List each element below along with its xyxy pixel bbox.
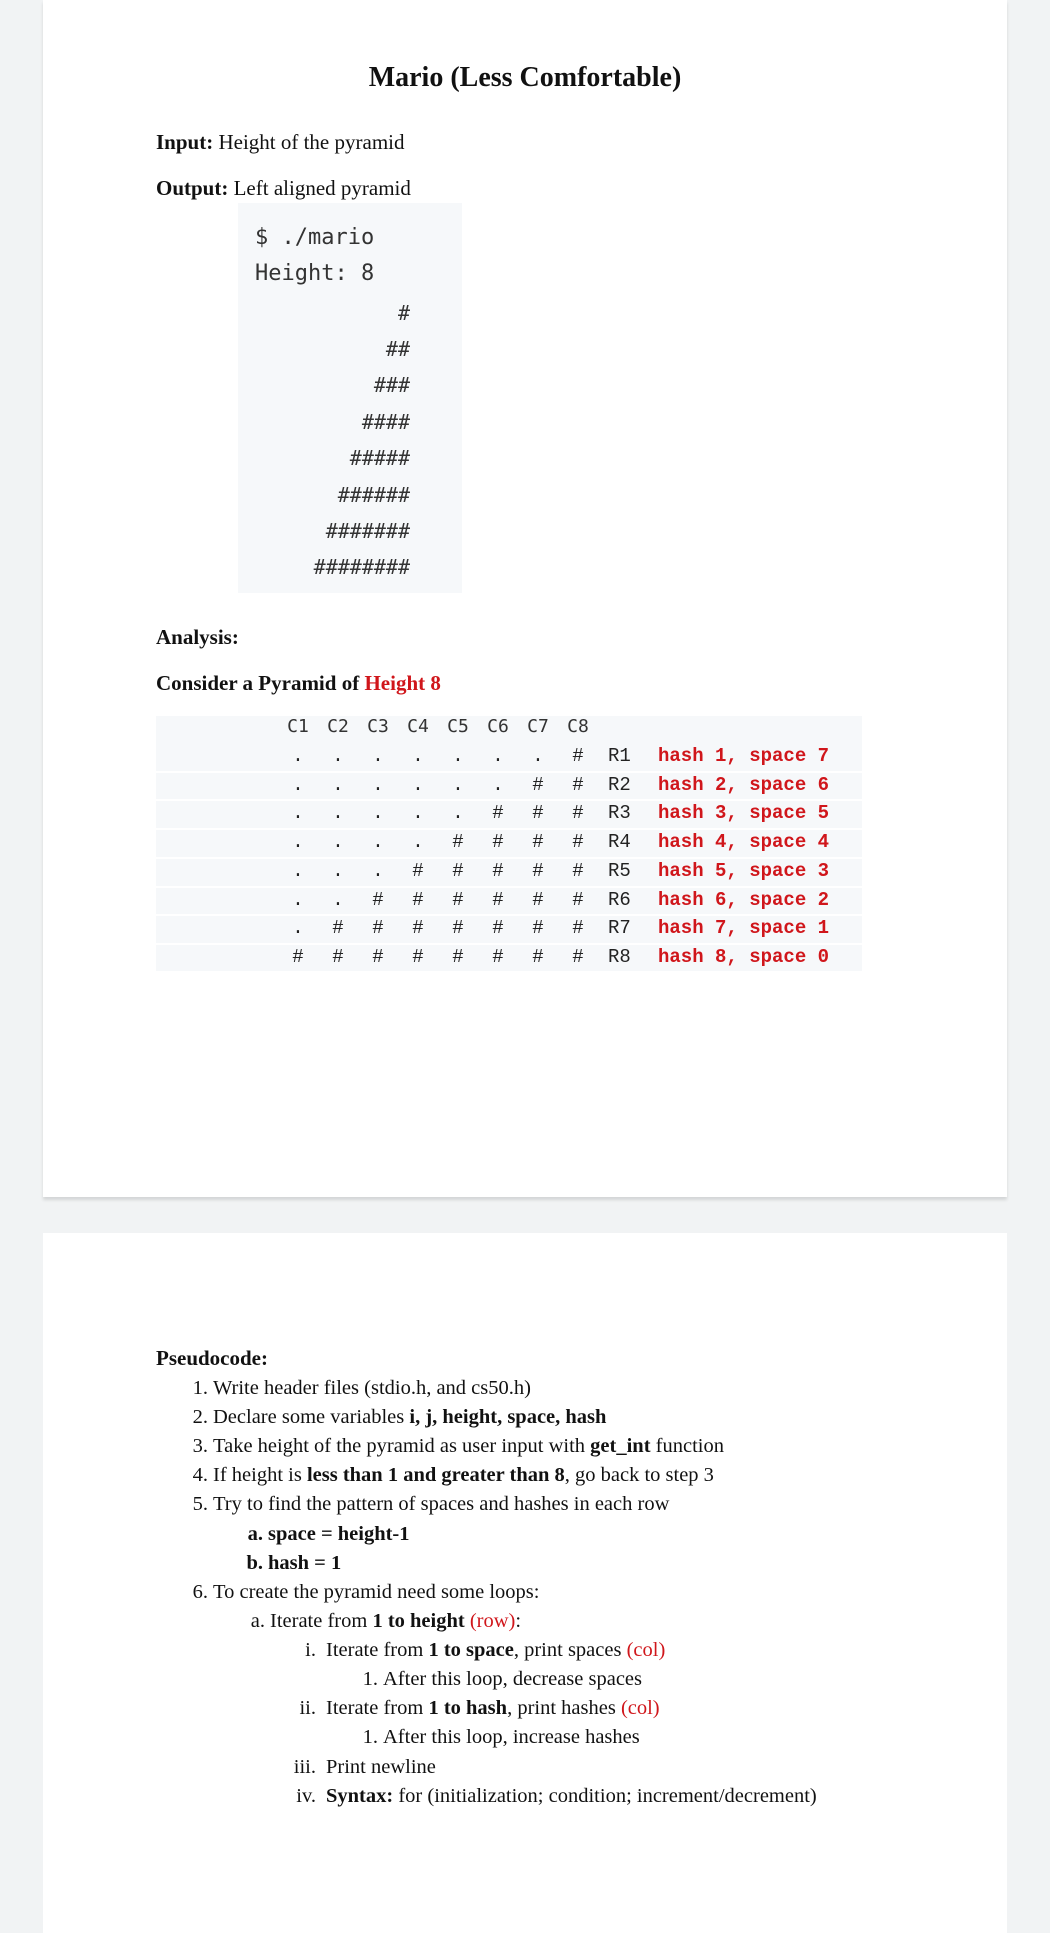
grid-row-divider [156, 914, 862, 916]
grid-row-note: hash 1, space 7 [658, 745, 830, 767]
grid-row-note: hash 5, space 3 [658, 859, 830, 882]
list-item: b. hash = 1 [246, 1552, 342, 1574]
grid-cell: # [412, 888, 424, 911]
grid-cell: . [412, 802, 424, 825]
list-item: 2. Declare some variables i, j, height, space, hash [192, 1406, 607, 1428]
grid-cell: # [572, 745, 584, 767]
grid-row-note: hash 7, space 1 [658, 917, 830, 940]
grid-cell: # [492, 888, 504, 911]
grid-cell: . [292, 773, 304, 796]
grid-cell: # [532, 831, 544, 854]
list-item: 4. If height is less than 1 and greater than 8, go back to step 3 [192, 1464, 714, 1486]
grid-cell: . [332, 859, 344, 882]
grid-cell: . [372, 745, 384, 767]
grid-column-header: C7 [527, 716, 549, 737]
grid-cell: # [492, 945, 504, 968]
grid-row-divider [156, 886, 862, 888]
grid-cell: # [492, 831, 504, 854]
grid-cell: # [492, 917, 504, 940]
input-text: Height of the pyramid [218, 130, 405, 154]
grid-cell: # [532, 859, 544, 882]
grid-cell: . [292, 859, 304, 882]
grid-cell: . [292, 802, 304, 825]
output-text: Left aligned pyramid [233, 176, 411, 200]
pyramid-row: ##### [349, 446, 410, 470]
output-label: Output: [156, 176, 229, 200]
output-line [156, 176, 411, 201]
grid-column-header: C2 [327, 716, 349, 737]
list-item: 1. Write header files (stdio.h, and cs50.h) [192, 1377, 531, 1399]
list-item: 1. After this loop, increase hashes [362, 1726, 640, 1748]
pyramid-row: ## [385, 337, 410, 361]
grid-cell: . [292, 917, 304, 940]
grid-cell: # [572, 773, 584, 796]
grid-cell: # [492, 802, 504, 825]
consider-highlight: Height 8 [364, 671, 441, 695]
terminal-command: $ ./mario [255, 225, 375, 250]
grid-cell: # [412, 945, 424, 968]
grid-cell: . [332, 888, 344, 911]
grid-cell: # [532, 945, 544, 968]
grid-cell: . [332, 831, 344, 854]
grid-cell: # [452, 831, 464, 854]
grid-cell: # [572, 831, 584, 854]
grid-cell: . [452, 802, 464, 825]
pyramid-row: # [397, 301, 410, 325]
grid-column-header: C1 [287, 716, 309, 737]
list-item: 1. After this loop, decrease spaces [362, 1668, 642, 1690]
grid-cell: . [372, 802, 384, 825]
grid-cell: . [332, 745, 344, 767]
grid-cell: . [372, 859, 384, 882]
grid-cell: # [452, 917, 464, 940]
grid-cell: # [532, 802, 544, 825]
grid-row-label: R5 [608, 859, 631, 882]
grid-row-note: hash 6, space 2 [658, 888, 830, 911]
grid-cell: . [292, 888, 304, 911]
grid-cell: . [372, 831, 384, 854]
grid-cell: # [372, 888, 384, 911]
grid-row-label: R6 [608, 888, 631, 911]
grid-row-label: R1 [608, 745, 631, 767]
grid-cell: # [572, 945, 584, 968]
grid-cell: # [452, 859, 464, 882]
grid-cell: # [412, 859, 424, 882]
grid-cell: # [572, 888, 584, 911]
grid-row-note: hash 3, space 5 [658, 802, 830, 825]
grid-column-header: C8 [567, 716, 589, 737]
grid-row-label: R2 [608, 773, 631, 796]
grid-cell: # [532, 917, 544, 940]
grid-column-header: C6 [487, 716, 509, 737]
pyramid-row: #### [361, 410, 410, 434]
document-page-1 [43, 0, 1007, 1197]
document-page-2 [43, 1233, 1007, 1933]
grid-cell: # [332, 945, 344, 968]
grid-row-note: hash 4, space 4 [658, 831, 830, 854]
page-title: Mario (Less Comfortable) [368, 62, 682, 93]
grid-column-header: C5 [447, 716, 469, 737]
list-item: ii. Iterate from 1 to hash, print hashes (col) [299, 1697, 660, 1719]
grid-cell: # [292, 945, 304, 968]
grid-cell: . [292, 831, 304, 854]
consider-heading [156, 671, 441, 696]
grid-cell: # [532, 888, 544, 911]
grid-cell: . [412, 773, 424, 796]
list-item: 6. To create the pyramid need some loops: [192, 1581, 540, 1603]
list-item: 3. Take height of the pyramid as user input with get_int function [192, 1435, 724, 1457]
grid-cell: . [412, 745, 424, 767]
list-item: iv. Syntax: for (initialization; condition; increment/decrement) [296, 1785, 817, 1807]
grid-column-header: C3 [367, 716, 389, 737]
grid-cell: # [452, 945, 464, 968]
grid-row-note: hash 8, space 0 [658, 945, 830, 968]
grid-row-divider [156, 771, 862, 773]
grid-cell: # [532, 773, 544, 796]
pyramid-row: ### [373, 373, 410, 397]
grid-cell: # [412, 917, 424, 940]
grid-cell: . [332, 802, 344, 825]
grid-cell: # [572, 917, 584, 940]
grid-cell: # [492, 859, 504, 882]
terminal-prompt: Height: 8 [255, 261, 375, 286]
grid-row-label: R4 [608, 831, 631, 854]
list-item: iii. Print newline [293, 1756, 436, 1778]
pyramid-row: ####### [325, 519, 410, 543]
list-item: i. Iterate from 1 to space, print spaces (col) [305, 1639, 666, 1661]
grid-cell: # [452, 888, 464, 911]
grid-column-header: C4 [407, 716, 429, 737]
consider-prefix: Consider a Pyramid of [156, 671, 365, 695]
grid-cell: # [372, 945, 384, 968]
grid-row-note: hash 2, space 6 [658, 773, 830, 796]
grid-cell: # [372, 917, 384, 940]
list-item: a. Iterate from 1 to height (row): [250, 1610, 522, 1632]
grid-row-label: R8 [608, 945, 631, 968]
grid-cell: . [452, 773, 464, 796]
pyramid-row: ######## [313, 555, 410, 579]
grid-cell: . [492, 773, 504, 796]
grid-cell: . [292, 745, 304, 767]
grid-cell: # [332, 917, 344, 940]
pyramid-row: ###### [337, 483, 410, 507]
grid-cell: . [532, 745, 544, 767]
grid-row-divider [156, 943, 862, 945]
grid-cell: . [452, 745, 464, 767]
grid-cell: . [332, 773, 344, 796]
list-item: a. space = height-1 [247, 1523, 410, 1545]
grid-row-divider [156, 799, 862, 801]
input-label: Input: [156, 130, 214, 154]
input-line [156, 130, 405, 155]
grid-cell: . [372, 773, 384, 796]
analysis-heading: Analysis: [156, 625, 239, 649]
grid-cell: # [572, 802, 584, 825]
list-item: 5. Try to find the pattern of spaces and hashes in each row [192, 1493, 670, 1515]
grid-row-label: R3 [608, 802, 631, 825]
grid-row-label: R7 [608, 917, 631, 940]
grid-row-divider [156, 828, 862, 830]
pseudocode-heading: Pseudocode: [156, 1346, 268, 1370]
grid-cell: # [572, 859, 584, 882]
grid-row-divider [156, 857, 862, 859]
grid-cell: . [492, 745, 504, 767]
grid-cell: . [412, 831, 424, 854]
terminal-output-block [238, 203, 462, 593]
